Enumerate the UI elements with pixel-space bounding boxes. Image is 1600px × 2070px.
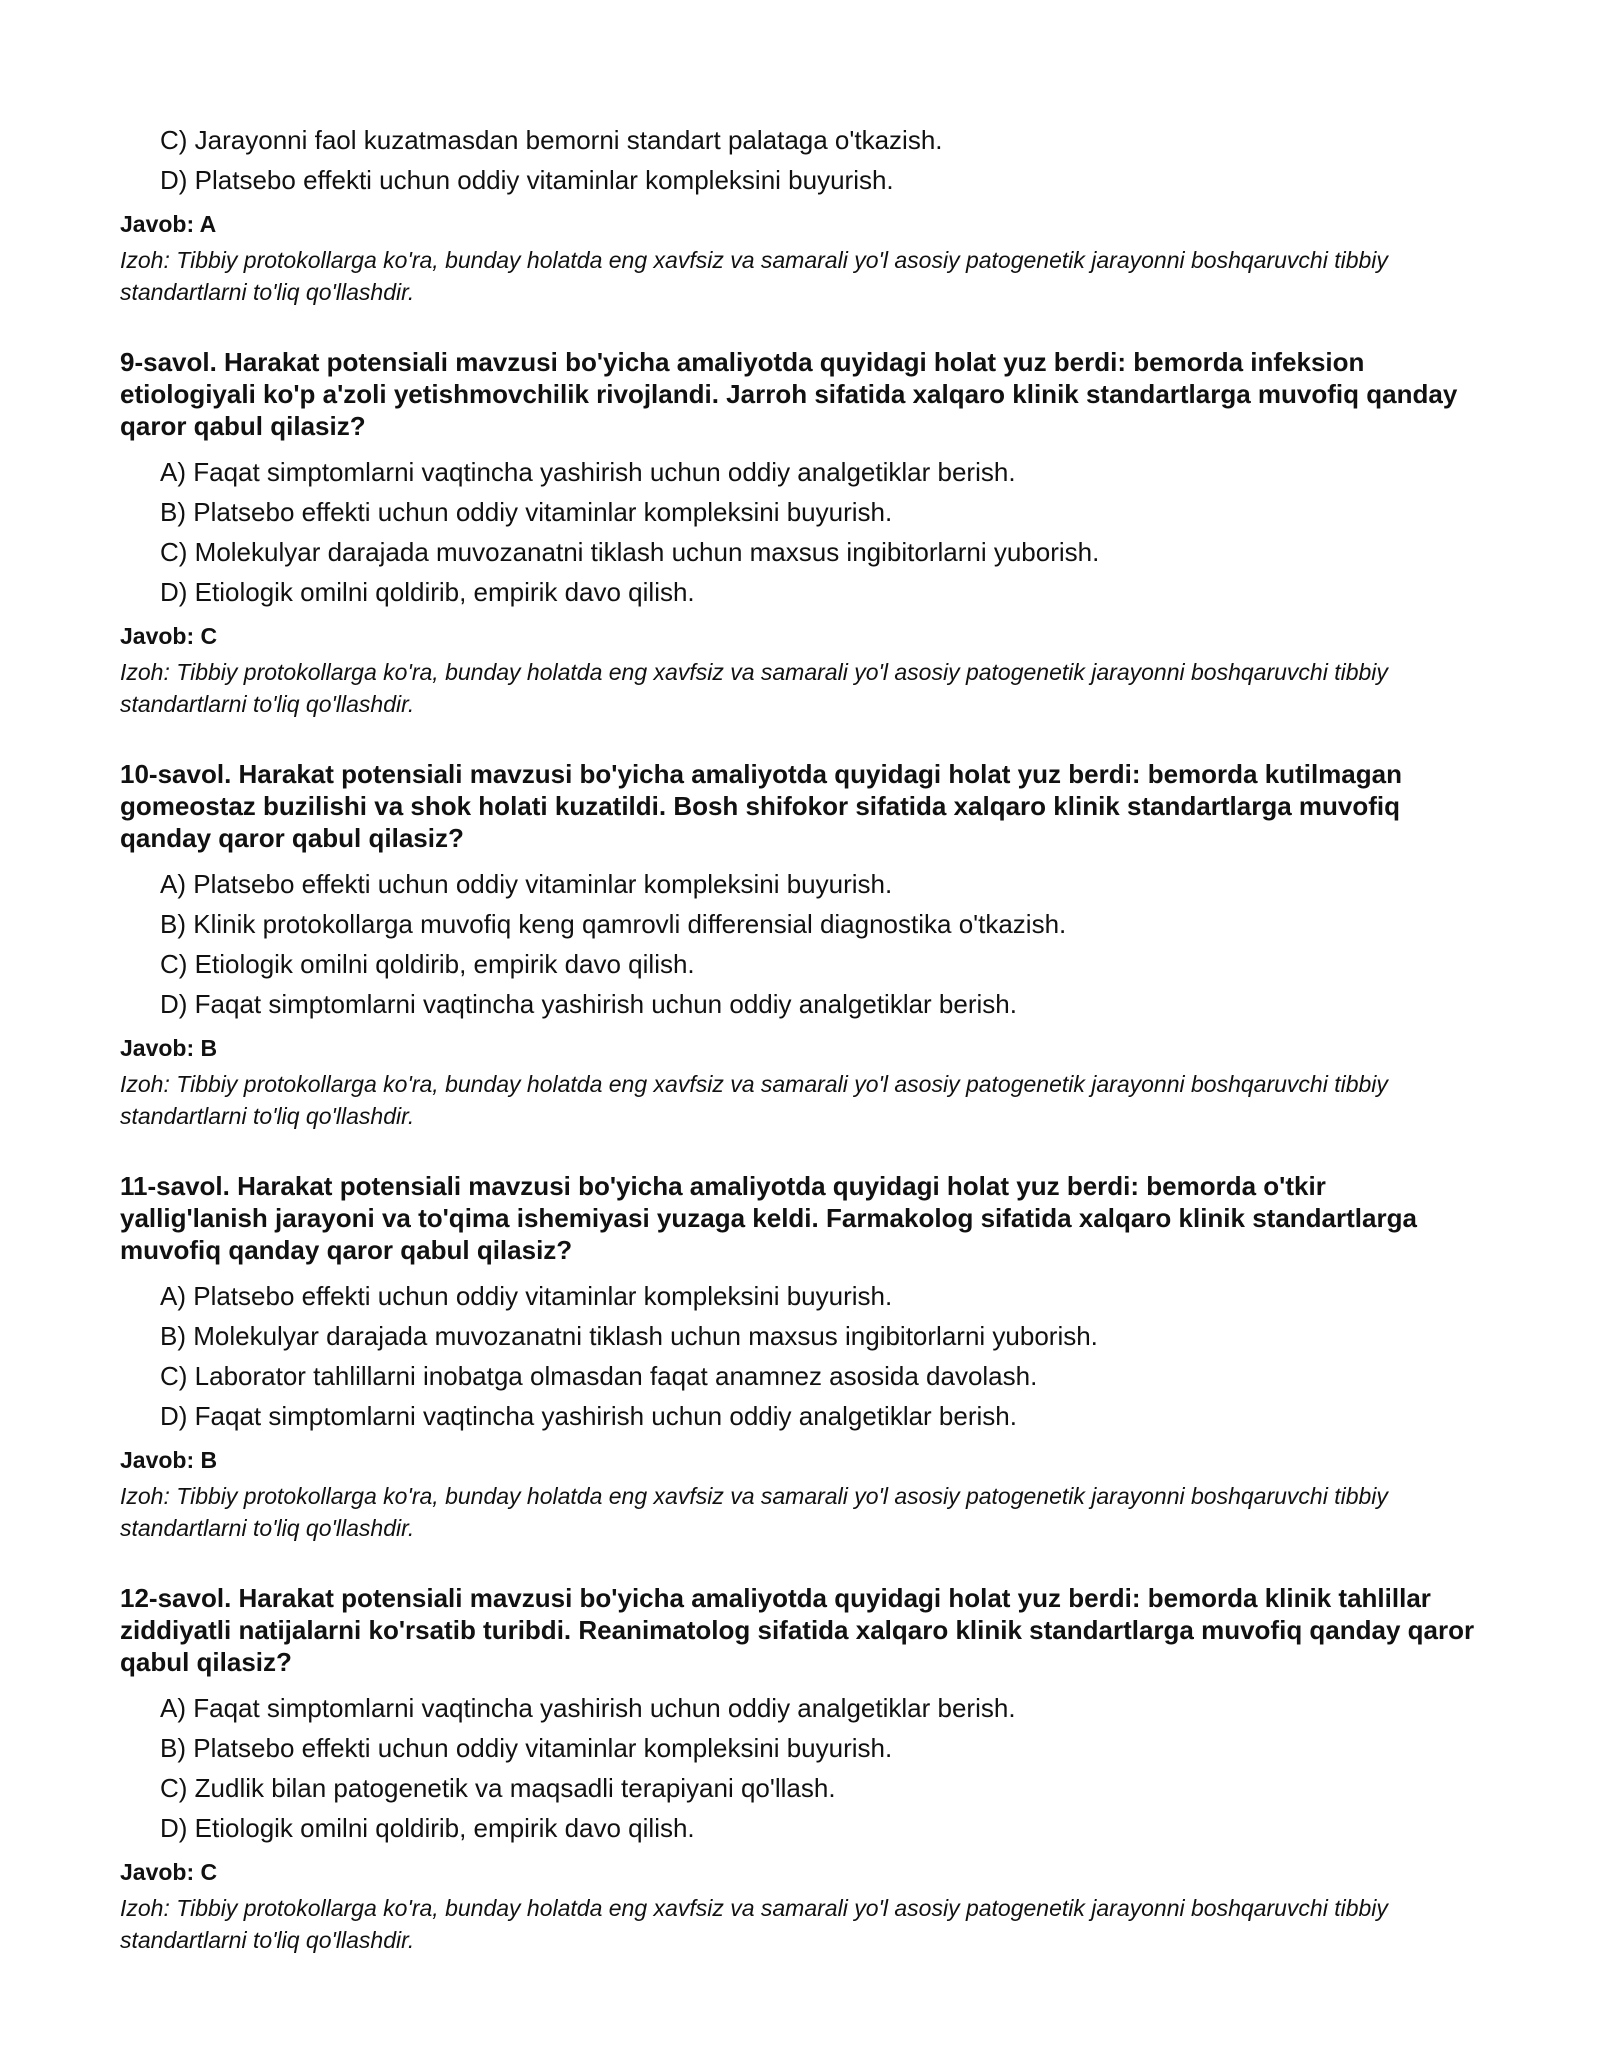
option-b: B) Platsebo effekti uchun oddiy vitaminlar kompleksini buyurish.	[160, 497, 893, 527]
explanation-note: Izoh: Tibbiy protokollarga ko'ra, bunday holatda eng xavfsiz va samarali yo'l asosiy patogenetik jarayonni boshqaruvchi tibbiy standartlarni to'liq qo'llashdir.	[120, 1895, 1388, 1953]
options-list	[120, 120, 1480, 200]
option-c: C) Jarayonni faol kuzatmasdan bemorni standart palataga o'tkazish.	[160, 125, 943, 155]
question-8-continuation	[120, 120, 1480, 308]
question-12	[120, 1582, 1480, 1956]
question-text: 10-savol. Harakat potensiali mavzusi bo'yicha amaliyotda quyidagi holat yuz berdi: bemorda kutilmagan gomeostaz buzilishi va shok holati kuzatildi. Bosh shifokor sifatida xalqaro klinik standartlarga muvofiq qanday qaror qabul qilasiz?	[120, 759, 1402, 853]
explanation-note: Izoh: Tibbiy protokollarga ko'ra, bunday holatda eng xavfsiz va samarali yo'l asosiy patogenetik jarayonni boshqaruvchi tibbiy standartlarni to'liq qo'llashdir.	[120, 659, 1388, 717]
question-text: 12-savol. Harakat potensiali mavzusi bo'yicha amaliyotda quyidagi holat yuz berdi: bemorda klinik tahlillar ziddiyatli natijalarni ko'rsatib turibdi. Reanimatolog sifatida xalqaro klinik standartlarga muvofiq qanday qaror qabul qilasiz?	[120, 1583, 1475, 1677]
option-a: A) Platsebo effekti uchun oddiy vitaminlar kompleksini buyurish.	[160, 869, 893, 899]
question-11	[120, 1170, 1480, 1544]
question-text: 9-savol. Harakat potensiali mavzusi bo'yicha amaliyotda quyidagi holat yuz berdi: bemorda infeksion etiologiyali ko'p a'zoli yetishmovchilik rivojlandi. Jarroh sifatida xalqaro klinik standartlarga muvofiq qanday qaror qabul qilasiz?	[120, 347, 1458, 441]
options-list	[120, 864, 1480, 1024]
option-b: B) Platsebo effekti uchun oddiy vitaminlar kompleksini buyurish.	[160, 1733, 893, 1763]
options-list	[120, 1276, 1480, 1436]
options-list	[120, 1688, 1480, 1848]
answer-label: Javob: B	[120, 1035, 218, 1061]
explanation-note: Izoh: Tibbiy protokollarga ko'ra, bunday holatda eng xavfsiz va samarali yo'l asosiy patogenetik jarayonni boshqaruvchi tibbiy standartlarni to'liq qo'llashdir.	[120, 1483, 1388, 1541]
options-list	[120, 452, 1480, 612]
option-d: D) Etiologik omilni qoldirib, empirik davo qilish.	[160, 577, 695, 607]
document-page	[120, 120, 1480, 1956]
option-a: A) Faqat simptomlarni vaqtincha yashirish uchun oddiy analgetiklar berish.	[160, 1693, 1016, 1723]
option-d: D) Platsebo effekti uchun oddiy vitaminlar kompleksini buyurish.	[160, 165, 894, 195]
option-d: D) Etiologik omilni qoldirib, empirik davo qilish.	[160, 1813, 695, 1843]
option-d: D) Faqat simptomlarni vaqtincha yashirish uchun oddiy analgetiklar berish.	[160, 1401, 1017, 1431]
question-9	[120, 346, 1480, 720]
option-b: B) Molekulyar darajada muvozanatni tiklash uchun maxsus ingibitorlarni yuborish.	[160, 1321, 1098, 1351]
option-c: C) Laborator tahlillarni inobatga olmasdan faqat anamnez asosida davolash.	[160, 1361, 1038, 1391]
option-d: D) Faqat simptomlarni vaqtincha yashirish uchun oddiy analgetiklar berish.	[160, 989, 1017, 1019]
answer-label: Javob: C	[120, 623, 218, 649]
explanation-note: Izoh: Tibbiy protokollarga ko'ra, bunday holatda eng xavfsiz va samarali yo'l asosiy patogenetik jarayonni boshqaruvchi tibbiy standartlarni to'liq qo'llashdir.	[120, 1071, 1388, 1129]
option-c: C) Molekulyar darajada muvozanatni tiklash uchun maxsus ingibitorlarni yuborish.	[160, 537, 1100, 567]
question-text: 11-savol. Harakat potensiali mavzusi bo'yicha amaliyotda quyidagi holat yuz berdi: bemorda o'tkir yallig'lanish jarayoni va to'qima ishemiyasi yuzaga keldi. Farmakolog sifatida xalqaro klinik standartlarga muvofiq qanday qaror qabul qilasiz?	[120, 1171, 1417, 1265]
option-b: B) Klinik protokollarga muvofiq keng qamrovli differensial diagnostika o'tkazish.	[160, 909, 1067, 939]
question-10	[120, 758, 1480, 1132]
option-c: C) Zudlik bilan patogenetik va maqsadli terapiyani qo'llash.	[160, 1773, 836, 1803]
explanation-note: Izoh: Tibbiy protokollarga ko'ra, bunday holatda eng xavfsiz va samarali yo'l asosiy patogenetik jarayonni boshqaruvchi tibbiy standartlarni to'liq qo'llashdir.	[120, 247, 1388, 305]
answer-label: Javob: B	[120, 1447, 218, 1473]
option-a: A) Faqat simptomlarni vaqtincha yashirish uchun oddiy analgetiklar berish.	[160, 457, 1016, 487]
option-c: C) Etiologik omilni qoldirib, empirik davo qilish.	[160, 949, 695, 979]
option-a: A) Platsebo effekti uchun oddiy vitaminlar kompleksini buyurish.	[160, 1281, 893, 1311]
answer-label: Javob: A	[120, 211, 217, 237]
answer-label: Javob: C	[120, 1859, 218, 1885]
